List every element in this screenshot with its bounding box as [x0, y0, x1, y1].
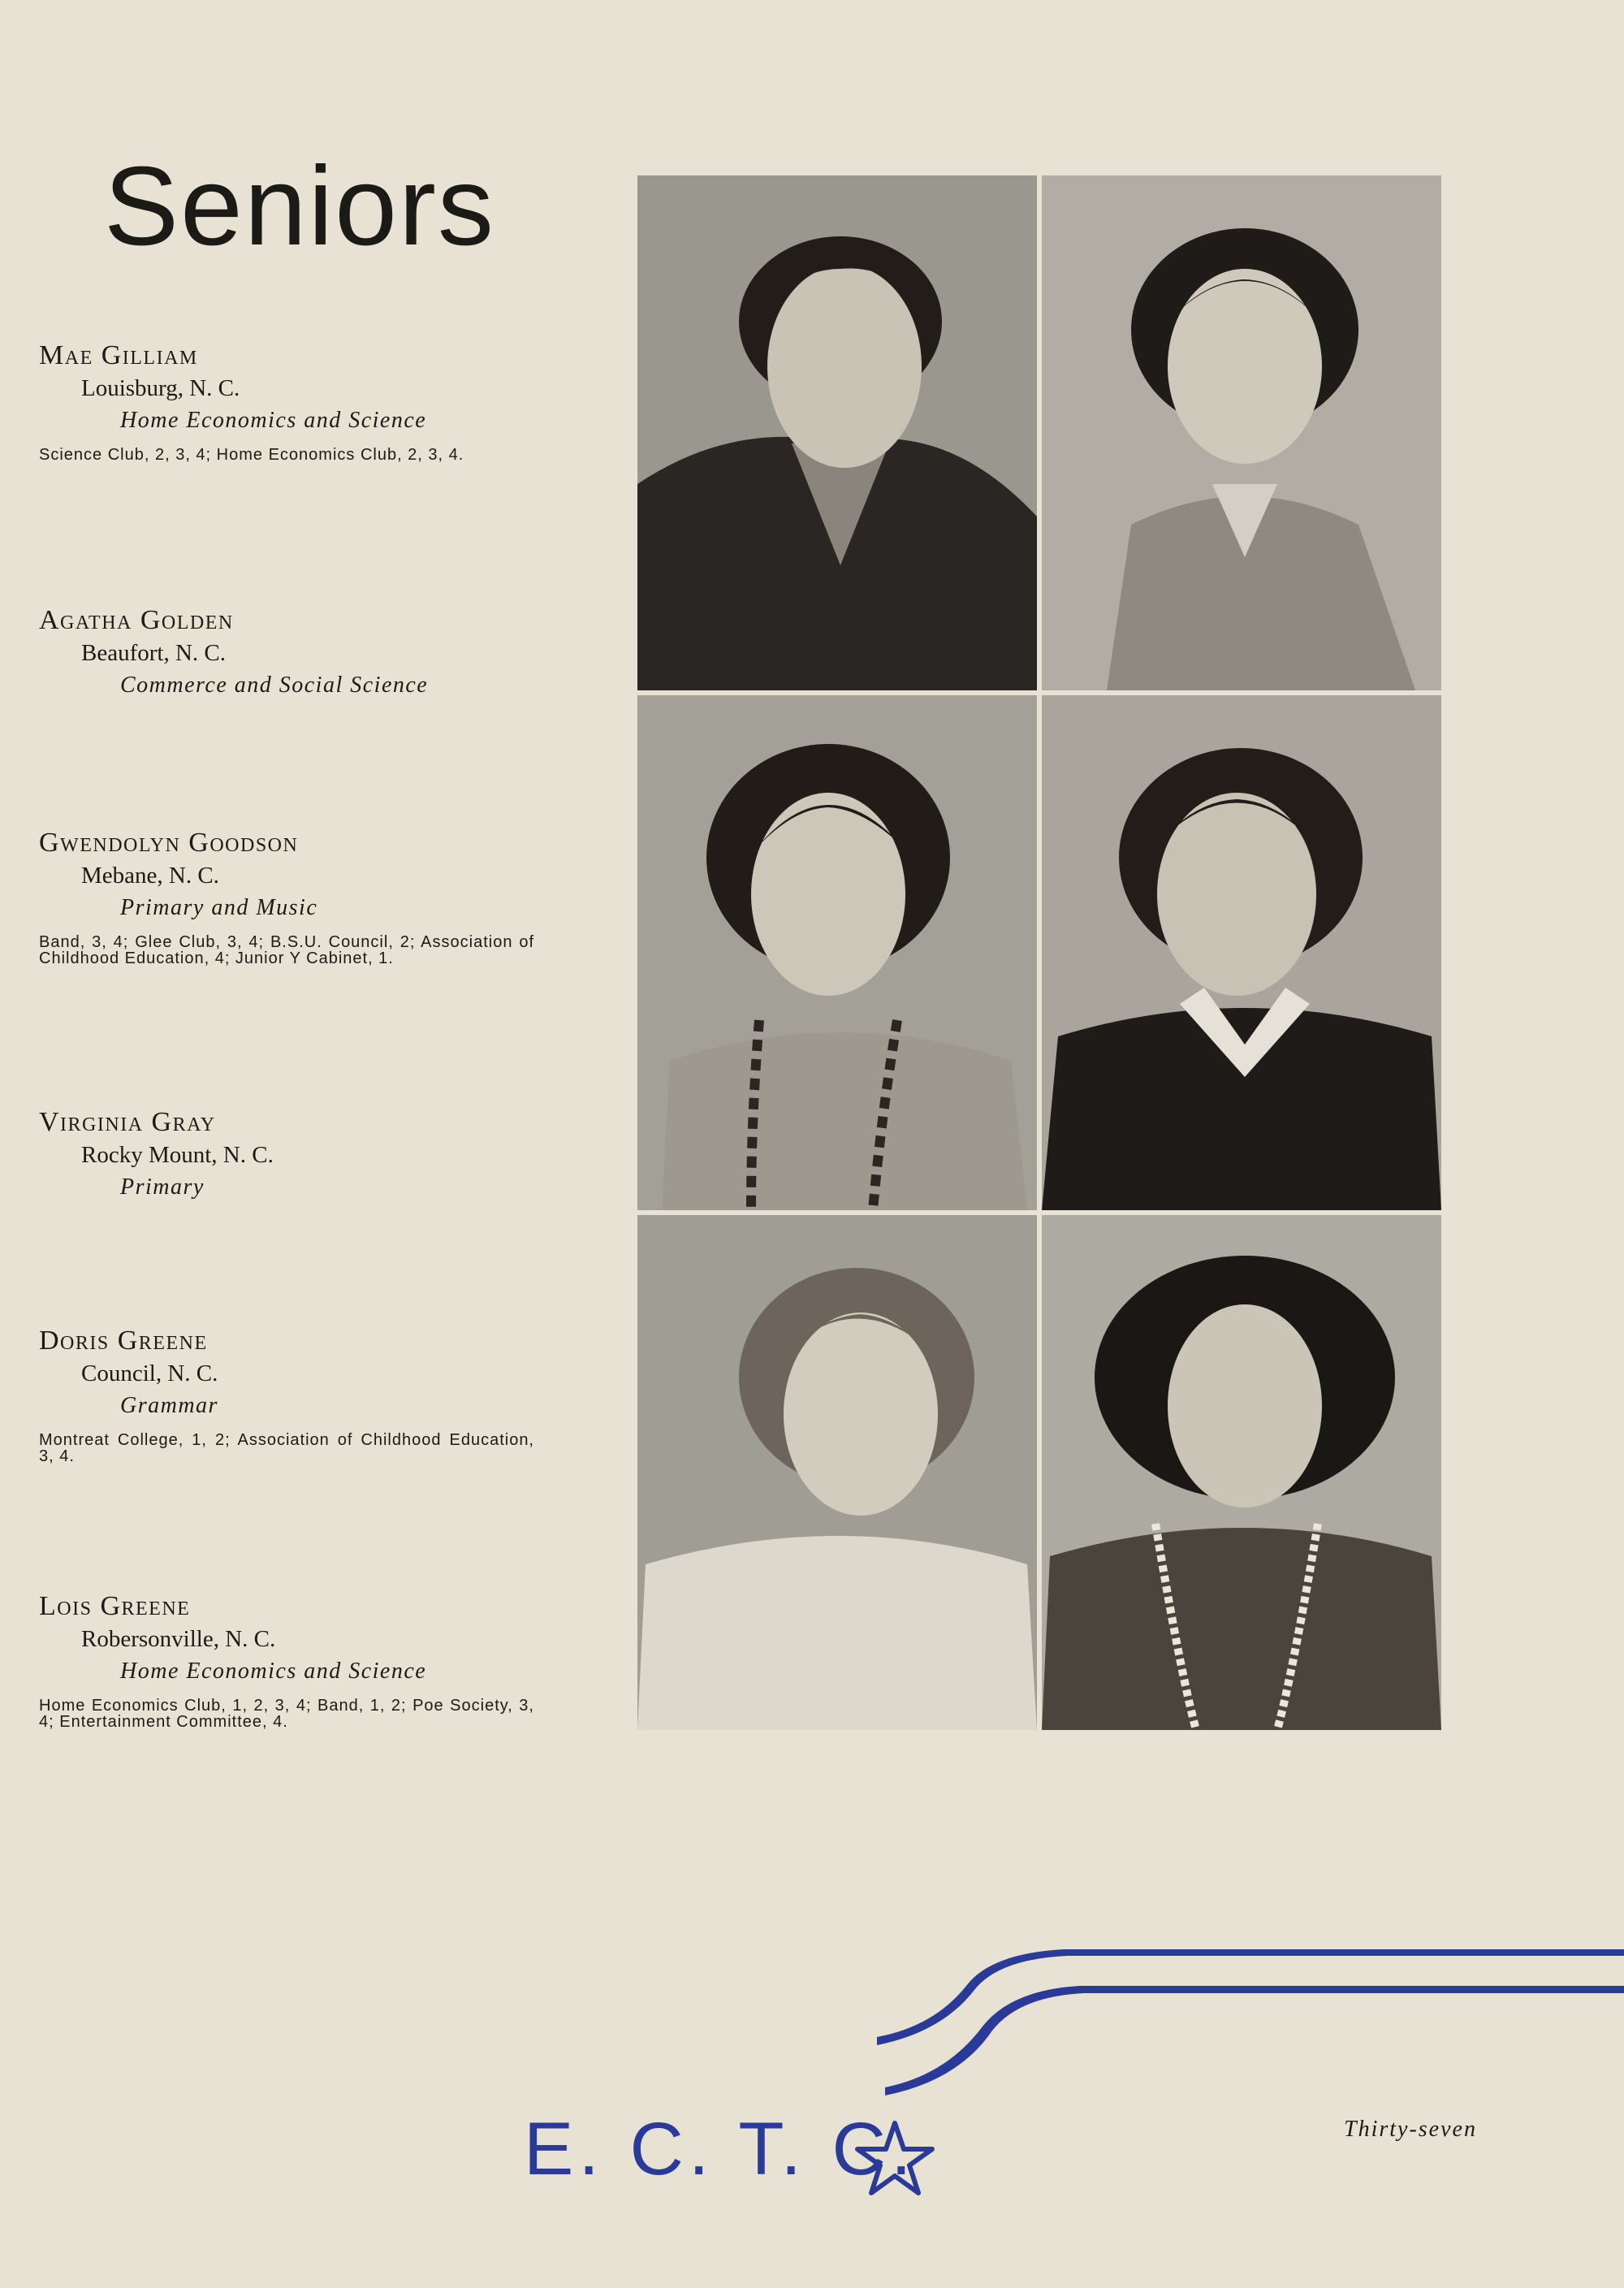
portrait-photo — [1042, 695, 1441, 1210]
senior-major: Grammar — [120, 1393, 218, 1418]
footer-brand: E. C. T. C. — [524, 2108, 917, 2191]
portrait-grid — [637, 175, 1441, 1730]
portrait-photo — [1042, 1215, 1441, 1730]
senior-activities: Band, 3, 4; Glee Club, 3, 4; B.S.U. Council, 2; Association of Childhood Education, 4; Junior Y Cabinet, 1. — [39, 933, 534, 967]
portrait-photo — [1042, 175, 1441, 690]
senior-hometown: Mebane, N. C. — [81, 863, 219, 889]
senior-entry — [39, 1325, 542, 1464]
portrait-photo — [637, 175, 1037, 690]
star-icon — [854, 2120, 935, 2197]
decorative-swoosh — [877, 1941, 1624, 2096]
portrait-photo — [637, 695, 1037, 1210]
senior-entry — [39, 1590, 542, 1730]
senior-activities: Home Economics Club, 1, 2, 3, 4; Band, 1, 2; Poe Society, 3, 4; Entertainment Committee, 4. — [39, 1697, 534, 1731]
senior-name: Mae Gilliam — [39, 340, 198, 370]
senior-entry — [39, 340, 542, 463]
senior-hometown: Rocky Mount, N. C. — [81, 1142, 274, 1168]
senior-activities: Science Club, 2, 3, 4; Home Economics Club, 2, 3, 4. — [39, 446, 464, 464]
senior-entry — [39, 827, 542, 967]
portrait-photo — [637, 1215, 1037, 1730]
senior-name: Virginia Gray — [39, 1107, 216, 1137]
senior-hometown: Beaufort, N. C. — [81, 640, 226, 666]
senior-name: Lois Greene — [39, 1591, 191, 1621]
senior-hometown: Robersonville, N. C. — [81, 1626, 276, 1652]
senior-name: Doris Greene — [39, 1326, 208, 1356]
senior-activities: Montreat College, 1, 2; Association of Childhood Education, 3, 4. — [39, 1431, 534, 1465]
senior-entry — [39, 604, 542, 702]
page-number: Thirty-seven — [1344, 2117, 1477, 2142]
senior-name: Agatha Golden — [39, 605, 234, 635]
senior-hometown: Council, N. C. — [81, 1360, 218, 1386]
senior-major: Home Economics and Science — [120, 1659, 427, 1684]
senior-name: Gwendolyn Goodson — [39, 828, 299, 858]
senior-entry — [39, 1106, 542, 1204]
page-title: Seniors — [104, 144, 495, 269]
senior-major: Commerce and Social Science — [120, 673, 429, 698]
senior-major: Home Economics and Science — [120, 408, 427, 433]
senior-major: Primary — [120, 1174, 205, 1200]
senior-hometown: Louisburg, N. C. — [81, 375, 240, 401]
senior-major: Primary and Music — [120, 895, 318, 920]
